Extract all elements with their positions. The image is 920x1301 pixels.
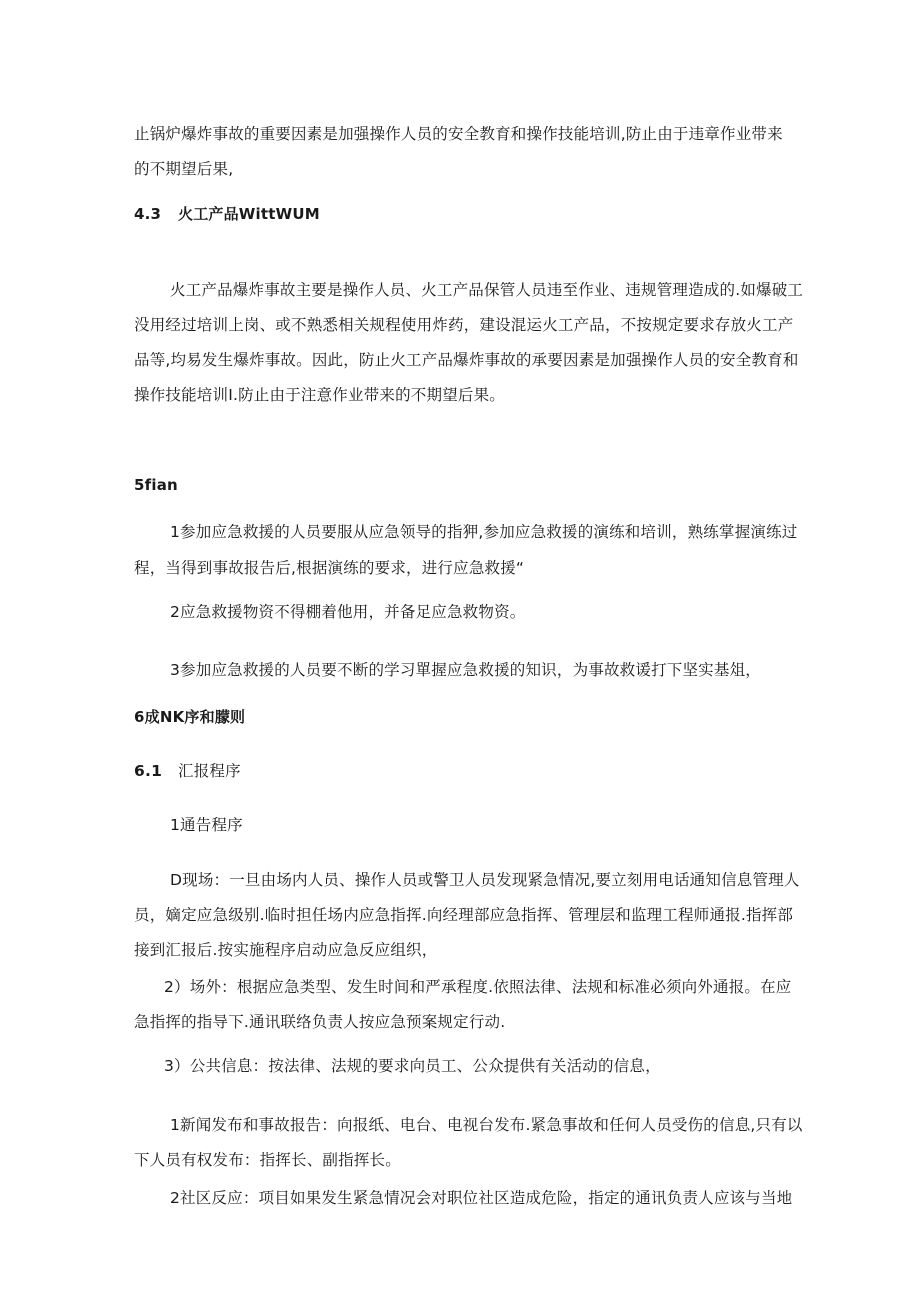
news-release-line-1: 1新闻发布和事故报告：向报纸、电台、电视台发布.紧急事故和任何人员受伤的信息,只有以 xyxy=(170,1116,803,1134)
subsection-number: 6.1 xyxy=(134,762,163,780)
section-number: 4.3 xyxy=(134,205,162,223)
offsite-line-2: 急指挥的指导下.通讯联络负责人按应急预案规定行动. xyxy=(134,1013,506,1031)
section-title: 火工产品WittWUM xyxy=(178,205,320,223)
section-4-3-line-3: 品等,均易发生爆炸事故。因此，防止火工产品爆炸事故的承要因素是加强操作人员的安全教育和 xyxy=(134,351,799,369)
intro-line-2: 的不期望后果, xyxy=(134,160,234,178)
offsite-line-1: 2）场外：根据应急类型、发生时间和严承程度.依照法律、法规和标准必须向外通报。在应 xyxy=(164,978,792,996)
section-5-item-1-line-2: 程，当得到事故报告后,根据演练的要求，进行应急救援“ xyxy=(134,559,525,577)
subsection-title: 汇报程序 xyxy=(178,762,241,780)
section-5-item-2: 2应急救援物资不得棚着他用，并备足应急救物资。 xyxy=(170,603,526,621)
news-release-line-2: 下人员有权发布：指挥长、副指挥长。 xyxy=(134,1151,401,1169)
notice-procedure-heading: 1通告程序 xyxy=(170,816,243,834)
section-4-3-heading xyxy=(134,203,320,225)
section-4-3-line-2: 没用经过培训上岗、或不熟悉相关规程使用炸药，建设混运火工产品，不按规定要求存放火工产 xyxy=(134,316,794,334)
section-5-item-3: 3参加应急救援的人员要不断的学习單握应急救援的知识，为事故救谖打下坚实基俎， xyxy=(170,661,761,679)
section-6-heading: 6成NK序和朦则 xyxy=(134,708,246,726)
section-6-1-heading xyxy=(134,760,241,782)
intro-line-1: 止锅炉爆炸事故的重要因素是加强操作人员的安全教育和操作技能培训,防止由于违章作业带来 xyxy=(134,125,783,143)
section-5-heading: 5fian xyxy=(134,476,178,494)
onsite-line-3: 接到汇报后.按实施程序启动应急反应组织， xyxy=(134,941,438,959)
section-4-3-line-4: 操作技能培训I.防止由于注意作业带来的不期望后果。 xyxy=(134,386,505,404)
community-response: 2社区反应：项目如果发生紧急情况会对职位社区造成危险，指定的通讯负责人应该与当地 xyxy=(170,1189,793,1207)
section-4-3-line-1: 火工产品爆炸事故主要是操作人员、火工产品保管人员违至作业、违规管理造成的.如爆破工 xyxy=(170,281,804,299)
onsite-line-1: D现场：一旦由场内人员、操作人员或警卫人员发现紧急情况,要立刻用电话通知信息管理人 xyxy=(170,871,800,889)
onsite-line-2: 员，嫡定应急级别.临时担任场内应急指挥.向经理部应急指挥、管理层和监理工程师通报.指挥部 xyxy=(134,906,794,924)
section-5-item-1-line-1: 1参加应急救援的人员要服从应急领导的指狎,参加应急救援的演练和培训，熟练掌握演练过 xyxy=(170,523,798,541)
public-info: 3）公共信息：按法律、法规的要求向员工、公众提供有关活动的信息， xyxy=(164,1057,661,1075)
